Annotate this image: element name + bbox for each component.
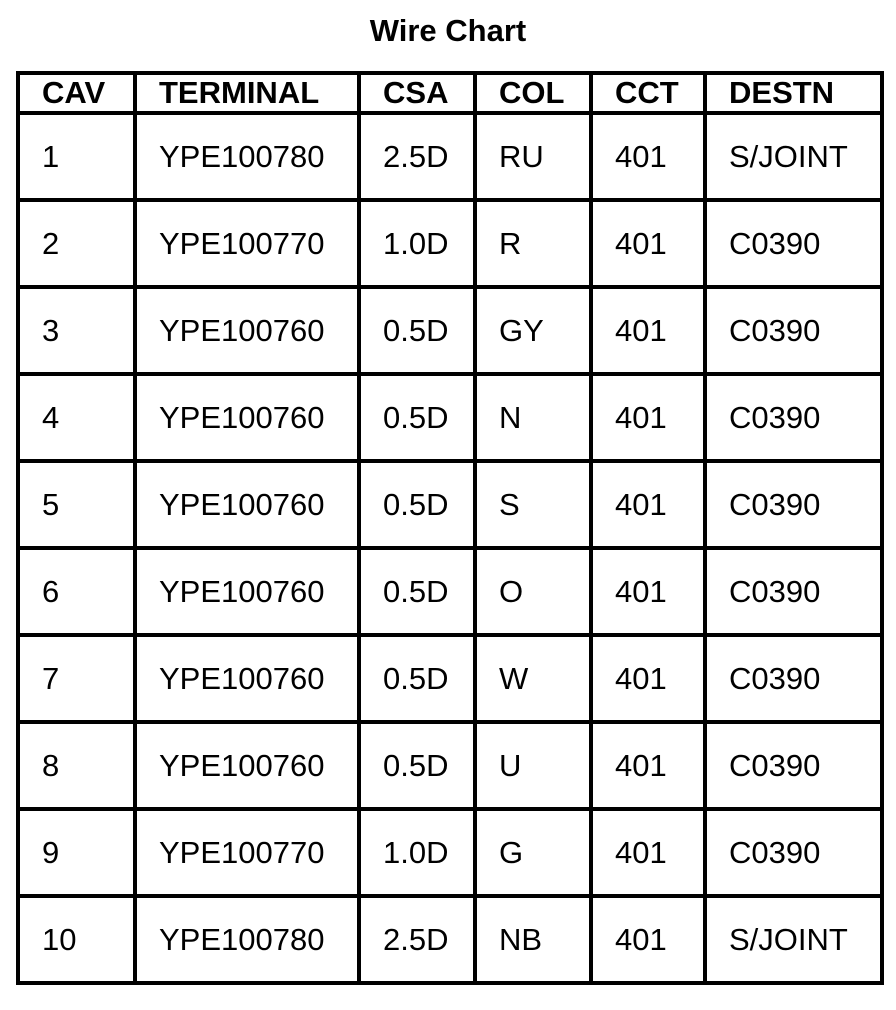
- cell-csa: 0.5D: [359, 287, 475, 374]
- cell-csa: 0.5D: [359, 635, 475, 722]
- cell-col: R: [475, 200, 591, 287]
- cell-cav: 3: [18, 287, 135, 374]
- cell-destn: S/JOINT: [705, 896, 882, 983]
- cell-cav: 5: [18, 461, 135, 548]
- cell-csa: 2.5D: [359, 113, 475, 200]
- cell-csa: 0.5D: [359, 374, 475, 461]
- cell-cct: 401: [591, 896, 705, 983]
- cell-cct: 401: [591, 548, 705, 635]
- cell-cct: 401: [591, 287, 705, 374]
- wire-chart-table: [16, 71, 884, 985]
- cell-col: U: [475, 722, 591, 809]
- cell-cav: 2: [18, 200, 135, 287]
- cell-cav: 6: [18, 548, 135, 635]
- cell-cav: 7: [18, 635, 135, 722]
- cell-cct: 401: [591, 722, 705, 809]
- cell-col: W: [475, 635, 591, 722]
- cell-terminal: YPE100760: [135, 374, 359, 461]
- cell-csa: 2.5D: [359, 896, 475, 983]
- cell-destn: C0390: [705, 287, 882, 374]
- cell-col: GY: [475, 287, 591, 374]
- cell-destn: C0390: [705, 635, 882, 722]
- table-row: [18, 374, 882, 461]
- cell-cct: 401: [591, 200, 705, 287]
- table-row: [18, 287, 882, 374]
- table-row: [18, 635, 882, 722]
- cell-cct: 401: [591, 635, 705, 722]
- cell-terminal: YPE100760: [135, 722, 359, 809]
- cell-terminal: YPE100760: [135, 548, 359, 635]
- cell-cct: 401: [591, 374, 705, 461]
- cell-col: S: [475, 461, 591, 548]
- cell-destn: S/JOINT: [705, 113, 882, 200]
- header-terminal: TERMINAL: [135, 73, 359, 113]
- cell-terminal: YPE100780: [135, 113, 359, 200]
- header-destn: DESTN: [705, 73, 882, 113]
- chart-title: Wire Chart: [369, 13, 527, 48]
- table-row: [18, 461, 882, 548]
- cell-destn: C0390: [705, 200, 882, 287]
- cell-cav: 8: [18, 722, 135, 809]
- table-row: [18, 200, 882, 287]
- cell-cav: 9: [18, 809, 135, 896]
- header-col: COL: [475, 73, 591, 113]
- header-cct: CCT: [591, 73, 705, 113]
- table-row: [18, 722, 882, 809]
- header-cav: CAV: [18, 73, 135, 113]
- cell-terminal: YPE100770: [135, 200, 359, 287]
- header-csa: CSA: [359, 73, 475, 113]
- cell-terminal: YPE100780: [135, 896, 359, 983]
- table-row: [18, 809, 882, 896]
- cell-terminal: YPE100760: [135, 635, 359, 722]
- cell-destn: C0390: [705, 548, 882, 635]
- cell-cct: 401: [591, 809, 705, 896]
- cell-destn: C0390: [705, 461, 882, 548]
- cell-csa: 1.0D: [359, 809, 475, 896]
- cell-terminal: YPE100770: [135, 809, 359, 896]
- cell-cav: 4: [18, 374, 135, 461]
- cell-csa: 1.0D: [359, 200, 475, 287]
- header-row: [18, 73, 882, 113]
- table-row: [18, 896, 882, 983]
- cell-destn: C0390: [705, 722, 882, 809]
- cell-cav: 1: [18, 113, 135, 200]
- cell-terminal: YPE100760: [135, 461, 359, 548]
- cell-col: N: [475, 374, 591, 461]
- cell-cct: 401: [591, 461, 705, 548]
- cell-cct: 401: [591, 113, 705, 200]
- cell-col: O: [475, 548, 591, 635]
- table-row: [18, 548, 882, 635]
- cell-csa: 0.5D: [359, 722, 475, 809]
- cell-destn: C0390: [705, 374, 882, 461]
- cell-csa: 0.5D: [359, 548, 475, 635]
- cell-col: NB: [475, 896, 591, 983]
- table-row: [18, 113, 882, 200]
- cell-terminal: YPE100760: [135, 287, 359, 374]
- cell-destn: C0390: [705, 809, 882, 896]
- cell-cav: 10: [18, 896, 135, 983]
- cell-csa: 0.5D: [359, 461, 475, 548]
- cell-col: G: [475, 809, 591, 896]
- cell-col: RU: [475, 113, 591, 200]
